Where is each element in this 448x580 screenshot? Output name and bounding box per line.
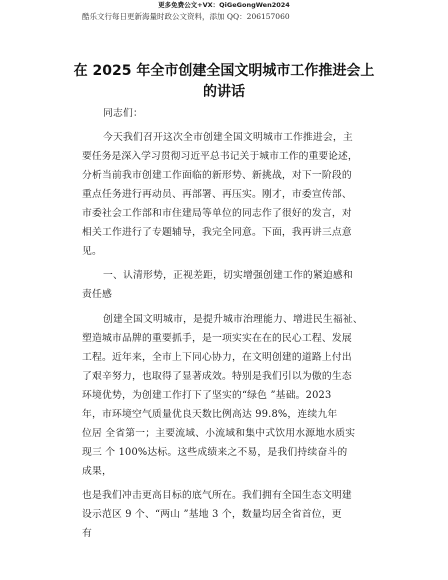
section-heading-line: 一、认清形势，正视差距，切实增强创建工作的紧迫感和 [103, 270, 353, 281]
section-heading-line: 责任感 [82, 289, 112, 300]
paragraph-1-line: 分析当前我市创建工作面临的新形势、新挑战，对下一阶段的 [82, 170, 352, 181]
paragraph-2-line: 年，市环境空气质量优良天数比例高达 99.8%，连续九年 [82, 409, 338, 420]
paragraph-2-line: 了艰辛努力，也取得了显著成效。特别是我们引以为傲的生态 [82, 371, 352, 382]
document-title-line-1: 在 2025 年全市创建全国文明城市工作推进会上 [73, 63, 375, 79]
document-title [56, 61, 392, 103]
paragraph-1-line: 今天我们召开这次全市创建全国文明城市工作推进会，主 [103, 132, 353, 143]
paragraph-2-line: 设示范区 9 个、“两山 ”基地 3 个，数量均居全省首位，更 [82, 509, 342, 520]
paragraph-2-line: 位居 全省第一；主要流域、小流域和集中式饮用水源地水质实 [82, 428, 356, 439]
promo-line: 酷乐文行每日更新海量时政公文资料，添加 QQ：206157060 [82, 12, 290, 21]
paragraph-2-line: 塑造城市品牌的重要抓手，是一项实实在在的民心工程、发展 [82, 333, 352, 344]
paragraph-2-line: 环境优势，为创建工作打下了坚实的“绿色 ”基础。2023 [82, 390, 332, 401]
top-banner: 更多免费公文+VX：QiGeGongWen2024 [158, 1, 290, 9]
paragraph-2-line: 成果， [82, 466, 112, 477]
paragraph-1-line: 要任务是深入学习贯彻习近平总书记关于城市工作的重要论述， [82, 151, 358, 162]
salutation: 同志们： [103, 108, 143, 119]
paragraph-2-line: 也是我们冲击更高目标的底气所在。我们拥有全国生态文明建 [82, 490, 352, 501]
paragraph-1-line: 重点任务进行再动员、再部署、再压实。刚才，市委宣传部、 [82, 189, 352, 200]
paragraph-2-line: 工程。近年来，全市上下同心协力，在文明创建的道路上付出 [82, 352, 352, 363]
paragraph-1-line: 市委社会工作部和市住建局等单位的同志作了很好的发言，对 [82, 208, 352, 219]
document-title-line-2: 的讲话 [203, 84, 245, 100]
paragraph-1-line: 相关工作进行了专题辅导，我完全同意。下面，我再讲三点意 [82, 227, 352, 238]
paragraph-1-line: 见。 [82, 246, 102, 257]
paragraph-2-line: 创建全国文明城市，是提升城市治理能力、增进民生福祉、 [103, 314, 363, 325]
paragraph-2-line: 有 [82, 528, 92, 539]
paragraph-2-line: 现三 个 100%达标。这些成绩来之不易，是我们持续奋斗的 [82, 447, 348, 458]
